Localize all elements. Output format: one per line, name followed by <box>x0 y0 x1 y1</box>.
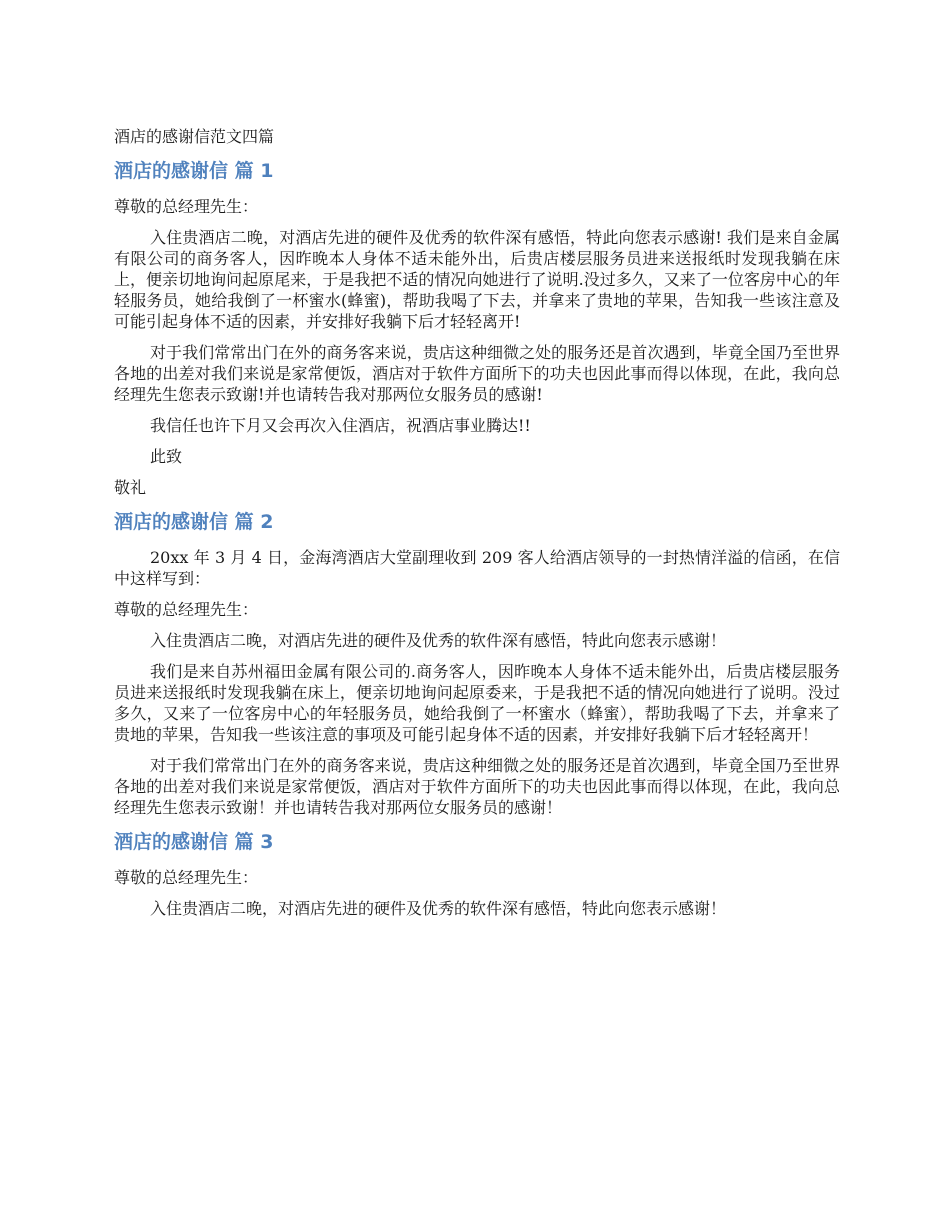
section-heading: 酒店的感谢信 篇 1 <box>114 160 274 182</box>
closing-line: 敬礼 <box>114 478 147 497</box>
body-paragraph: 入住贵酒店二晚，对酒店先进的硬件及优秀的软件深有感悟，特此向您表示感谢！ <box>150 631 727 650</box>
body-paragraph: 20xx 年 3 月 4 日，金海湾酒店大堂副理收到 209 客人给酒店领导的一封热情洋溢的信函，在信中这样写到： <box>114 548 840 588</box>
salutation: 尊敬的总经理先生： <box>114 868 259 887</box>
section-heading: 酒店的感谢信 篇 3 <box>114 831 274 853</box>
body-paragraph: 对于我们常常出门在外的商务客来说，贵店这种细微之处的服务还是首次遇到，毕竟全国乃至世界各地的出差对我们来说是家常便饭，酒店对于软件方面所下的功夫也因此事而得以体现，在此，我向总经理先生您表示致谢！并也请转告我对那两位女服务员的感谢！ <box>114 756 840 817</box>
closing-line: 此致 <box>150 447 183 466</box>
document-page <box>114 126 840 929</box>
salutation: 尊敬的总经理先生： <box>114 197 259 216</box>
body-paragraph: 我们是来自苏州福田金属有限公司的.商务客人，因昨晚本人身体不适未能外出，后贵店楼层服务员进来送报纸时发现我躺在床上，便亲切地询问起原委来，于是我把不适的情况向她进行了说明。没过多久，又来了一位客房中心的年轻服务员，她给我倒了一杯蜜水（蜂蜜），帮助我喝了下去，并拿来了贵地的苹果，告知我一些该注意的事项及可能引起身体不适的因素，并安排好我躺下后才轻轻离开！ <box>114 662 840 744</box>
body-paragraph: 对于我们常常出门在外的商务客来说，贵店这种细微之处的服务还是首次遇到，毕竟全国乃至世界各地的出差对我们来说是家常便饭，酒店对于软件方面所下的功夫也因此事而得以体现，在此，我向总经理先生您表示致谢!并也请转告我对那两位女服务员的感谢! <box>114 343 840 404</box>
section-3 <box>114 830 840 919</box>
body-paragraph: 入住贵酒店二晚，对酒店先进的硬件及优秀的软件深有感悟，特此向您表示感谢! 我们是来自金属有限公司的商务客人，因昨晚本人身体不适未能外出，后贵店楼层服务员进来送报纸时发现我躺在床上，便亲切地询问起原尾来，于是我把不适的情况向她进行了说明.没过多久，又来了一位客房中心的年轻服务员，她给我倒了一杯蜜水(蜂蜜)，帮助我喝了下去，并拿来了贵地的苹果，告知我一些该注意及可能引起身体不适的因素，并安排好我躺下后才轻轻离开! <box>114 228 840 331</box>
document-title: 酒店的感谢信范文四篇 <box>114 127 275 146</box>
section-2 <box>114 510 840 818</box>
body-paragraph: 我信任也许下月又会再次入住酒店，祝酒店事业腾达!! <box>150 416 531 435</box>
section-1 <box>114 159 840 498</box>
body-paragraph: 入住贵酒店二晚，对酒店先进的硬件及优秀的软件深有感悟，特此向您表示感谢！ <box>150 899 727 918</box>
section-heading: 酒店的感谢信 篇 2 <box>114 511 274 533</box>
salutation: 尊敬的总经理先生： <box>114 600 259 619</box>
